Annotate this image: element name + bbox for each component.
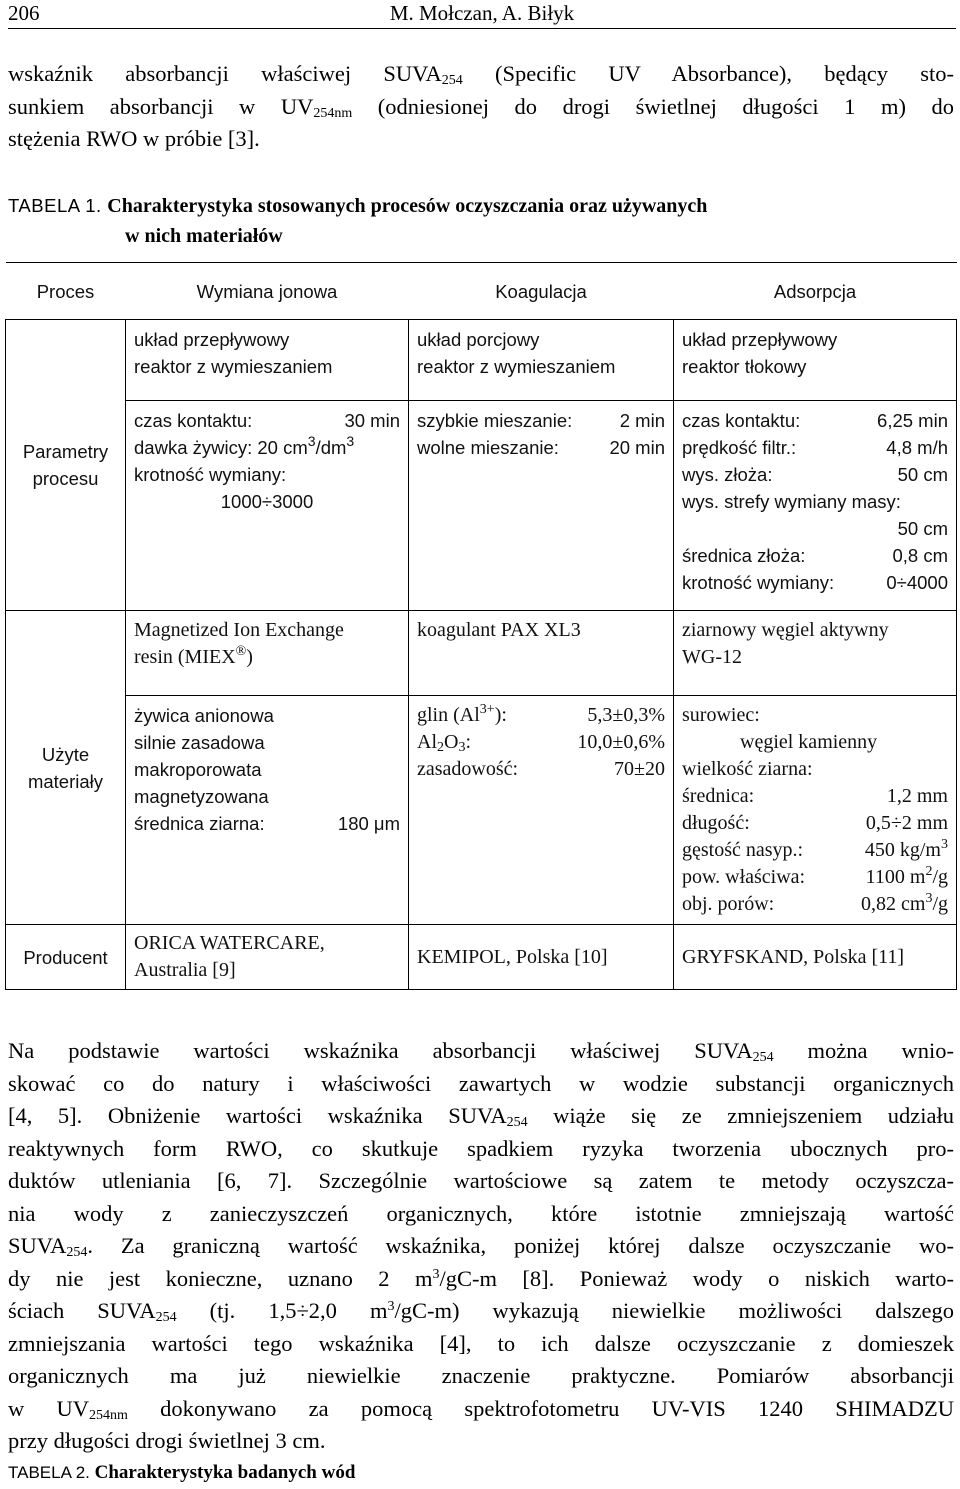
intro-paragraph — [8, 58, 954, 156]
producer-row — [6, 925, 957, 990]
reactor-coagulation: układ porcjowy reaktor z wymieszaniem — [409, 320, 674, 401]
materials-label: Użyte materiały — [6, 611, 126, 925]
producer-coagulation: KEMIPOL, Polska [10] — [409, 925, 674, 990]
text-line: duktów utleniania [6, 7]. Szczególnie wartościowe są zatem te metody oczyszcza- — [8, 1168, 954, 1193]
text-line: ściach $SUVA_{254}$ (tj. 1,5÷2,0 $m^3/gC-m$) wykazują niewielkie możliwości dalszego — [8, 1298, 954, 1325]
header-coagulation: Koagulacja — [409, 263, 674, 320]
params-coagulation: szybkie mieszanie: 2 min wolne mieszanie: 20 min — [409, 401, 674, 611]
material-coagulation-name: koagulant PAX XL3 — [409, 611, 674, 696]
params-label: Parametry procesu — [6, 320, 126, 611]
body-paragraph — [8, 1035, 954, 1458]
header-ion-exchange: Wymiana jonowa — [126, 263, 409, 320]
table1-caption — [8, 190, 707, 251]
params-row — [6, 401, 957, 611]
params-adsorption: czas kontaktu: 6,25 min prędkość filtr.: 4,8 m/h wys. złoża: 50 cm wys. strefy wymiany masy: 50 cm średnica złoża: 0,8 cm krotność wymiany: 0÷4000 — [674, 401, 957, 611]
producer-adsorption: GRYFSKAND, Polska [11] — [674, 925, 957, 990]
material-ion-exchange-detail: żywica anionowa silnie zasadowa makroporowata magnetyzowana średnica ziarna: 180 μm — [126, 696, 409, 925]
params-ion-exchange: czas kontaktu: 30 min dawka żywicy: 20 $cm^3/dm^3$ krotność wymiany: 1000÷3000 — [126, 401, 409, 611]
text-line: sunkiem absorbancji w $UV_{254nm}$ (odniesionej do drogi świetlnej długości 1 m) do — [8, 93, 954, 121]
text-line: nia wody z zanieczyszczeń organicznych, które istotnie zmniejszają wartość — [8, 1200, 954, 1226]
text-line: skować co do natury i właściwości zawartych w wodzie substancji organicznych — [8, 1070, 954, 1096]
text-line: [4, 5]. Obniżenie wartości wskaźnika $SUVA_{254}$ wiąże się ze zmniejszeniem udziału — [8, 1103, 954, 1130]
table1-header-row — [6, 263, 957, 320]
text-line: stężenia RWO w próbie [3]. — [8, 126, 260, 151]
text-line: zmniejszania wartości tego wskaźnika [4], to ich dalsze oczyszczanie z domieszek — [8, 1330, 954, 1356]
text-line: wskaźnik absorbancji właściwej $SUVA_{254}$ (Specific UV Absorbance), będący sto- — [8, 61, 954, 88]
text-line: dy nie jest konieczne, uznano 2 $m^3/gC-m$ [8]. Ponieważ wody o niskich warto- — [8, 1265, 954, 1291]
header-proces: Proces — [6, 263, 126, 320]
header-rule — [8, 28, 956, 29]
table1-label: TABELA 1. — [8, 195, 108, 216]
reactor-adsorption: układ przepływowy reaktor tłokowy — [674, 320, 957, 401]
table1 — [5, 262, 957, 990]
reactor-ion-exchange: układ przepływowy reaktor z wymieszaniem — [126, 320, 409, 401]
text-line: reaktywnych form RWO, co skutkuje spadkiem ryzyka tworzenia ubocznych pro- — [8, 1135, 954, 1161]
material-ion-exchange-name: Magnetized Ion Exchange resin (MIEX®) — [126, 611, 409, 696]
table2-label: TABELA 2. — [8, 1463, 95, 1482]
text-line: przy długości drogi świetlnej 3 cm. — [8, 1428, 326, 1453]
text-line: w $UV_{254nm}$ dokonywano za pomocą spektrofotometru UV-VIS 1240 SHIMADZU — [8, 1395, 954, 1423]
reactor-row — [6, 320, 957, 401]
text-line: $SUVA_{254}$. Za graniczną wartość wskaźnika, poniżej której dalsze oczyszczanie wo- — [8, 1233, 954, 1260]
table1-title-line2: w nich materiałów — [125, 225, 283, 247]
material-adsorption-detail: surowiec: węgiel kamienny wielkość ziarna: średnica: 1,2 mm długość: 0,5÷2 mm gęstość nasyp.: 450 $kg/m^3$ pow. właściwa: 1100 $m^2/g$ obj. porów: 0,82 $cm^3/g$ — [674, 696, 957, 925]
header-adsorption: Adsorpcja — [674, 263, 957, 320]
materials-name-row — [6, 611, 957, 696]
producer-ion-exchange: ORICA WATERCARE, Australia [9] — [126, 925, 409, 990]
running-authors: M. Mołczan, A. Biłyk — [389, 1, 575, 25]
table2-caption — [8, 1459, 355, 1487]
text-line: organicznych ma już niewielkie znaczenie praktyczne. Pomiarów absorbancji — [8, 1363, 954, 1388]
material-coagulation-detail: glin $(Al^{3+})$: 5,3±0,3% $Al_2O_3$: 10,0±0,6% zasadowość: 70±20 — [409, 696, 674, 925]
producer-label: Producent — [6, 925, 126, 990]
text-line: Na podstawie wartości wskaźnika absorbancji właściwej $SUVA_{254}$ można wnio- — [8, 1038, 954, 1065]
materials-detail-row — [6, 696, 957, 925]
table2-title: Charakterystyka badanych wód — [94, 1462, 356, 1483]
page-number: 206 — [8, 1, 40, 25]
material-adsorption-name: ziarnowy węgiel aktywny WG-12 — [674, 611, 957, 696]
running-header — [8, 0, 956, 26]
table1-title-line1: Charakterystyka stosowanych procesów oczyszczania oraz używanych — [107, 195, 708, 217]
